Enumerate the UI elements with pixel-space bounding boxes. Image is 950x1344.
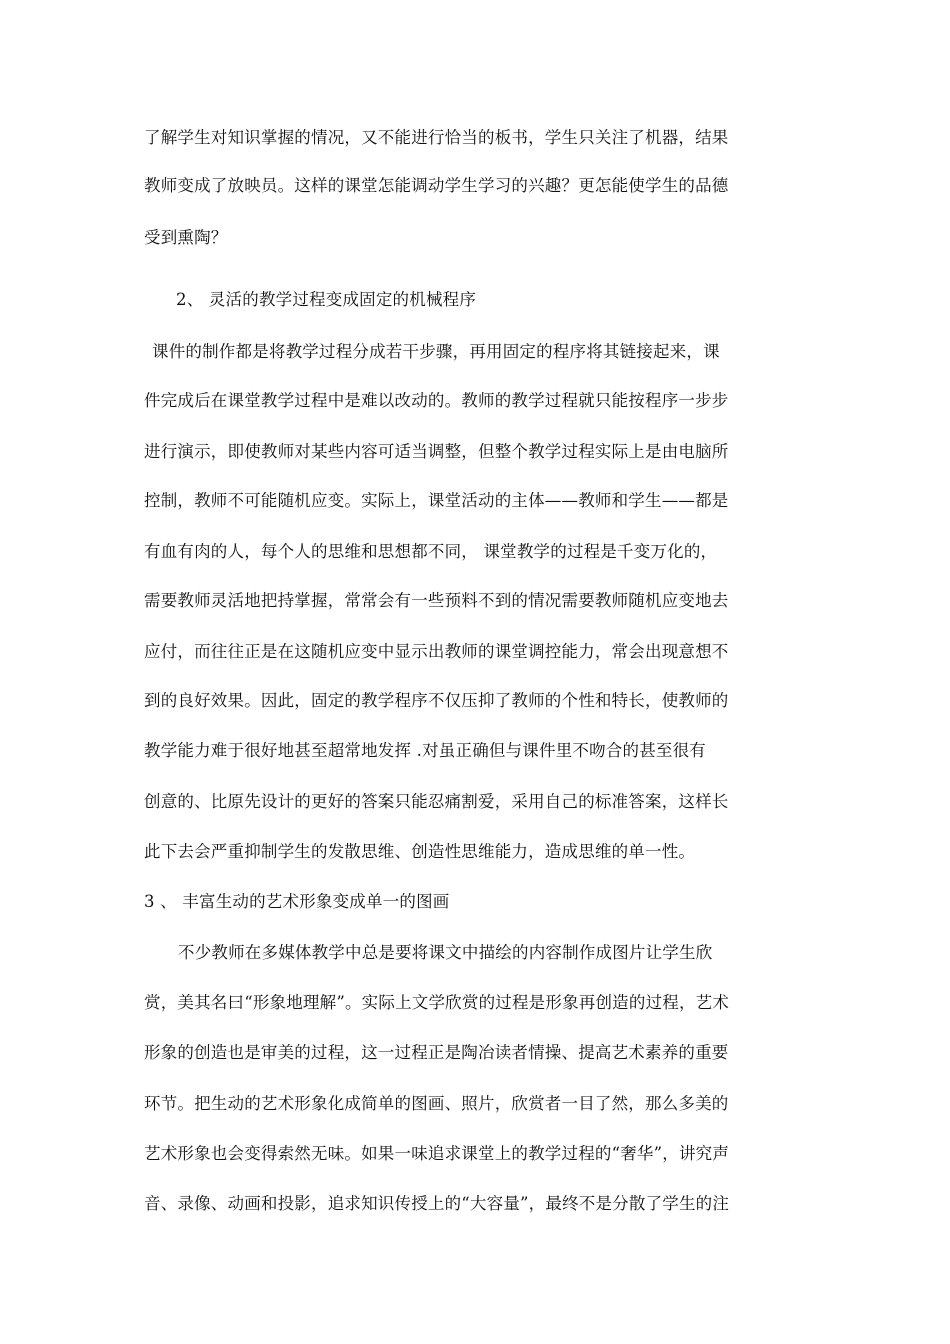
text-line: 课件的制作都是将教学过程分成若干步骤，再用固定的程序将其链接起来，课 xyxy=(152,342,720,361)
text-line: 艺术形象也会变得索然无味。如果一味追求课堂上的教学过程的“奢华”，讲究声 xyxy=(144,1144,730,1163)
text-line: 此下去会严重抑制学生的发散思维、创造性思维能力，造成思维的单一性。 xyxy=(144,842,696,861)
text-line: 创意的、比原先设计的更好的答案只能忍痛割爱，采用自己的标准答案，这样长 xyxy=(144,792,729,811)
section-heading: 2、 灵活的教学过程变成固定的机械程序 xyxy=(176,290,477,309)
text-line: 件完成后在课堂教学过程中是难以改动的。教师的教学过程就只能按程序一步步 xyxy=(144,391,729,410)
text-line: 进行演示，即使教师对某些内容可适当调整，但整个教学过程实际上是由电脑所 xyxy=(144,442,729,461)
section-heading: 3 、 丰富生动的艺术形象变成单一的图画 xyxy=(144,892,450,911)
text-line: 形象的创造也是审美的过程，这一过程正是陶冶读者情操、提高艺术素养的重要 xyxy=(144,1043,729,1062)
text-line: 音、录像、动画和投影，追求知识传授上的“大容量”，最终不是分散了学生的注 xyxy=(144,1194,730,1213)
text-line: 有血有肉的人，每个人的思维和思想都不同， 课堂教学的过程是千变万化的， xyxy=(144,542,718,561)
text-line: 教学能力难于很好地甚至超常地发挥 .对虽正确但与课件里不吻合的甚至很有 xyxy=(144,741,706,760)
text-line: 到的良好效果。因此，固定的教学程序不仅压抑了教师的个性和特长，使教师的 xyxy=(144,691,729,710)
text-line: 需要教师灵活地把持掌握，常常会有一些预料不到的情况需要教师随机应变地去 xyxy=(144,591,729,610)
text-line: 环节。把生动的艺术形象化成简单的图画、照片，欣赏者一目了然，那么多美的 xyxy=(144,1094,729,1113)
text-line: 应付，而往往正是在这随机应变中显示出教师的课堂调控能力，常会出现意想不 xyxy=(144,642,729,661)
text-line: 赏，美其名曰“形象地理解”。实际上文学欣赏的过程是形象再创造的过程，艺术 xyxy=(144,993,730,1012)
text-line: 控制，教师不可能随机应变。实际上，课堂活动的主体——教师和学生——都是 xyxy=(144,491,729,510)
text-line: 教师变成了放映员。这样的课堂怎能调动学生学习的兴趣？更怎能使学生的品德 xyxy=(144,176,729,195)
text-line: 不少教师在多媒体教学中总是要将课文中描绘的内容制作成图片让学生欣 xyxy=(178,943,713,962)
text-line: 了解学生对知识掌握的情况，又不能进行恰当的板书，学生只关注了机器，结果 xyxy=(144,128,729,147)
text-line: 受到熏陶？ xyxy=(144,228,228,247)
